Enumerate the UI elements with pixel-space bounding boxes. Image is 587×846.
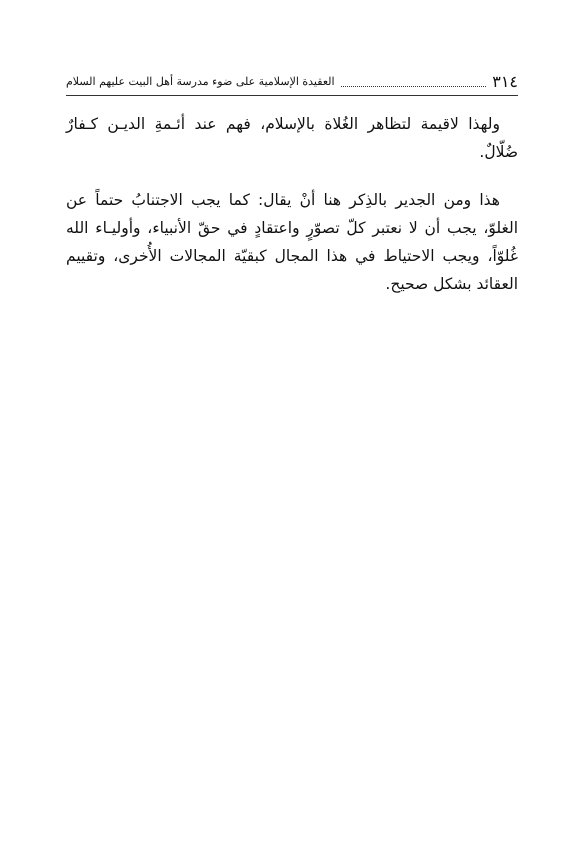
header-dotted-leader [341,85,487,87]
body-text [66,110,518,298]
paragraph: هذا ومن الجدير بالذِكر هنا أنْ يقال: كما يجب الاجتنابُ حتماً عن الغلوّ، يجب أن لا نعتبر كلّ تصوّرٍ واعتقادٍ في حقّ الأنبياء، وأوليـاء الله غُلوّاً، ويجب الاحتياط في هذا المجال كبقيّة المجالات الأُخرى، وتقييم العقائد بشكل صحيح. [66,191,518,293]
running-title: العقيدة الإسلامية على ضوء مدرسة أهل البيت عليهم السلام [66,75,335,88]
page-number: ٣١٤ [492,72,518,91]
page-header [66,72,518,92]
paragraph: ولهذا لاقيمة لتظاهر الغُلاة بالإسلام، فهم عند أئـمةِ الديـن كـفارٌ ضُلّالٌ. [66,115,518,161]
header-rule [66,95,518,96]
